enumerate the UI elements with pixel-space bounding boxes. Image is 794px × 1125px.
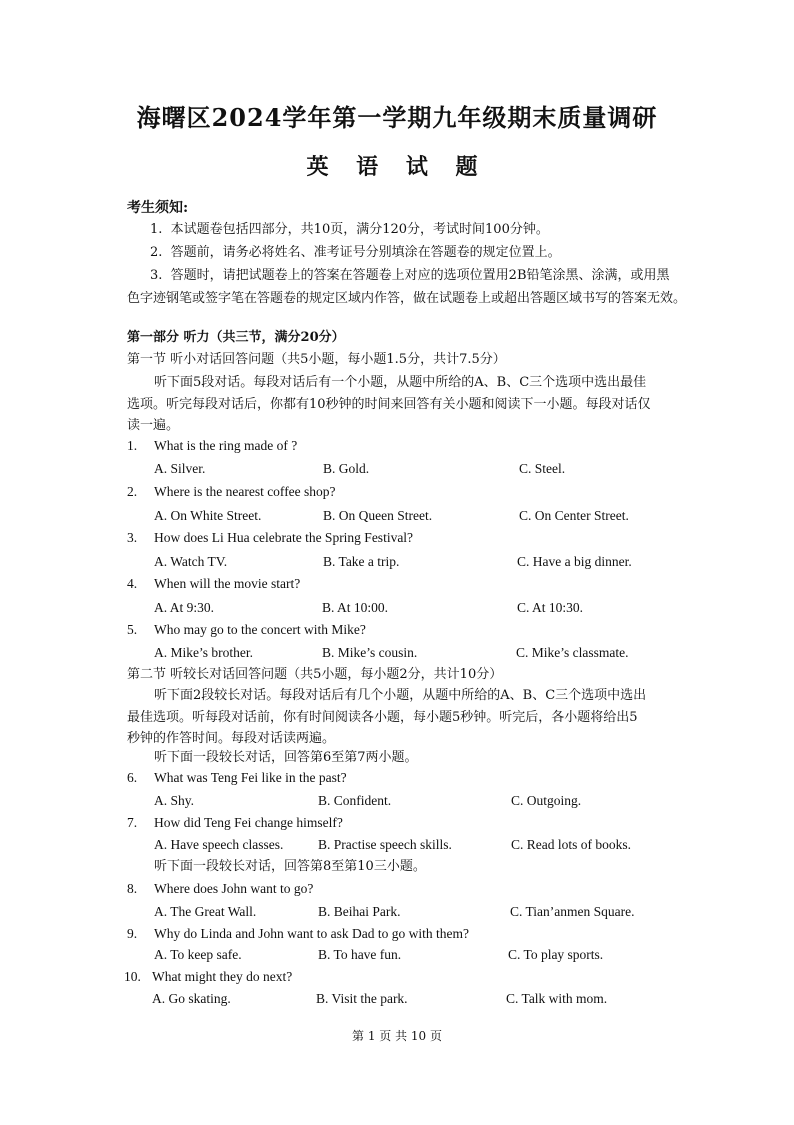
question-number: 5.	[127, 622, 138, 637]
question-number: 3.	[127, 530, 138, 545]
question-text: How did Teng Fei change himself?	[154, 815, 343, 830]
option-a: A. Silver.	[154, 461, 206, 476]
section2-heading: 第二节 听较长对话回答问题（共5小题，每小题2分，共计10分）	[127, 667, 503, 682]
option-c: C. At 10:30.	[517, 600, 584, 615]
question-number: 9.	[127, 926, 138, 941]
page-footer: 第 1 页 共 10 页	[352, 1029, 442, 1043]
option-c: C. Steel.	[519, 461, 566, 476]
option-c: C. Outgoing.	[511, 793, 582, 808]
part1-heading: 第一部分 听力（共三节，满分20分）	[127, 330, 345, 345]
option-c: C. To play sports.	[508, 947, 604, 962]
question-number: 8.	[127, 881, 138, 896]
question-number: 4.	[127, 576, 138, 591]
dialogue2-intro: 听下面一段较长对话，回答第8至第10三小题。	[154, 859, 426, 874]
option-b: B. Gold.	[323, 461, 370, 476]
question-text: Who may go to the concert with Mike?	[154, 622, 366, 637]
notice-item-1: 1. 本试题卷包括四部分，共10页，满分120分，考试时间100分钟。	[150, 222, 549, 237]
notice-item-2: 2. 答题前，请务必将姓名、准考证号分别填涂在答题卷的规定位置上。	[150, 245, 561, 260]
option-c: C. Read lots of books.	[511, 837, 631, 852]
option-c: C. On Center Street.	[519, 508, 629, 523]
question-text: How does Li Hua celebrate the Spring Festival?	[154, 530, 414, 545]
option-b: B. To have fun.	[318, 947, 402, 962]
question-text: Where does John want to go?	[154, 881, 314, 896]
exam-subtitle: 英 语 试 题	[306, 154, 488, 180]
option-a: A. On White Street.	[154, 508, 262, 523]
question-number: 6.	[127, 770, 138, 785]
option-a: A. The Great Wall.	[154, 904, 257, 919]
option-a: A. Mike’s brother.	[154, 645, 253, 660]
option-a: A. To keep safe.	[154, 947, 242, 962]
question-number: 1.	[127, 438, 138, 453]
question-text: Where is the nearest coffee shop?	[154, 484, 336, 499]
question-text: When will the movie start?	[154, 576, 301, 591]
option-a: A. Shy.	[154, 793, 195, 808]
question-text: Why do Linda and John want to ask Dad to go with them?	[154, 926, 469, 941]
option-b: B. On Queen Street.	[323, 508, 433, 523]
section1-instruction-1: 听下面5段对话。每段对话后有一个小题，从题中所给的A、B、C三个选项中选出最佳	[154, 375, 647, 390]
option-b: B. Practise speech skills.	[318, 837, 452, 852]
option-b: B. Beihai Park.	[318, 904, 401, 919]
option-b: B. Mike’s cousin.	[322, 645, 418, 660]
section1-heading: 第一节 听小对话回答问题（共5小题，每小题1.5分，共计7.5分）	[127, 352, 506, 367]
option-c: C. Talk with mom.	[506, 991, 608, 1006]
option-b: B. Confident.	[318, 793, 392, 808]
question-number: 7.	[127, 815, 138, 830]
section1-instruction-2: 选项。听完每段对话后，你都有10秒钟的时间来回答有关小题和阅读下一小题。每段对话仅	[127, 397, 651, 412]
notice-heading: 考生须知:	[127, 200, 189, 216]
option-a: A. Go skating.	[152, 991, 231, 1006]
option-a: A. Watch TV.	[154, 554, 228, 569]
option-c: C. Have a big dinner.	[517, 554, 632, 569]
notice-item-3: 3. 答题时，请把试题卷上的答案在答题卷上对应的选项位置用2B铅笔涂黑、涂满，或用黑	[150, 268, 670, 283]
question-number: 10.	[124, 969, 141, 984]
option-b: B. At 10:00.	[322, 600, 389, 615]
section1-instruction-3: 读一遍。	[127, 418, 180, 433]
option-a: A. At 9:30.	[154, 600, 215, 615]
question-text: What was Teng Fei like in the past?	[154, 770, 347, 785]
exam-title: 海曙区2024学年第一学期九年级期末质量调研	[136, 103, 658, 132]
section2-instruction-2: 最佳选项。听每段对话前，你有时间阅读各小题，每小题5秒钟。听完后，各小题将给出5	[127, 710, 638, 725]
dialogue1-intro: 听下面一段较长对话，回答第6至第7两小题。	[154, 750, 418, 765]
option-c: C. Mike’s classmate.	[516, 645, 629, 660]
question-number: 2.	[127, 484, 138, 499]
question-text: What is the ring made of ?	[154, 438, 298, 453]
section2-instruction-1: 听下面2段较长对话。每段对话后有几个小题，从题中所给的A、B、C三个选项中选出	[154, 688, 647, 703]
option-a: A. Have speech classes.	[154, 837, 284, 852]
option-b: B. Visit the park.	[316, 991, 408, 1006]
option-b: B. Take a trip.	[323, 554, 400, 569]
question-text: What might they do next?	[152, 969, 293, 984]
option-c: C. Tian’anmen Square.	[510, 904, 635, 919]
notice-item-3-cont: 色字迹钢笔或签字笔在答题卷的规定区域内作答，做在试题卷上或超出答题区域书写的答案无效。	[127, 291, 687, 306]
section2-instruction-3: 秒钟的作答时间。每段对话读两遍。	[127, 731, 336, 746]
